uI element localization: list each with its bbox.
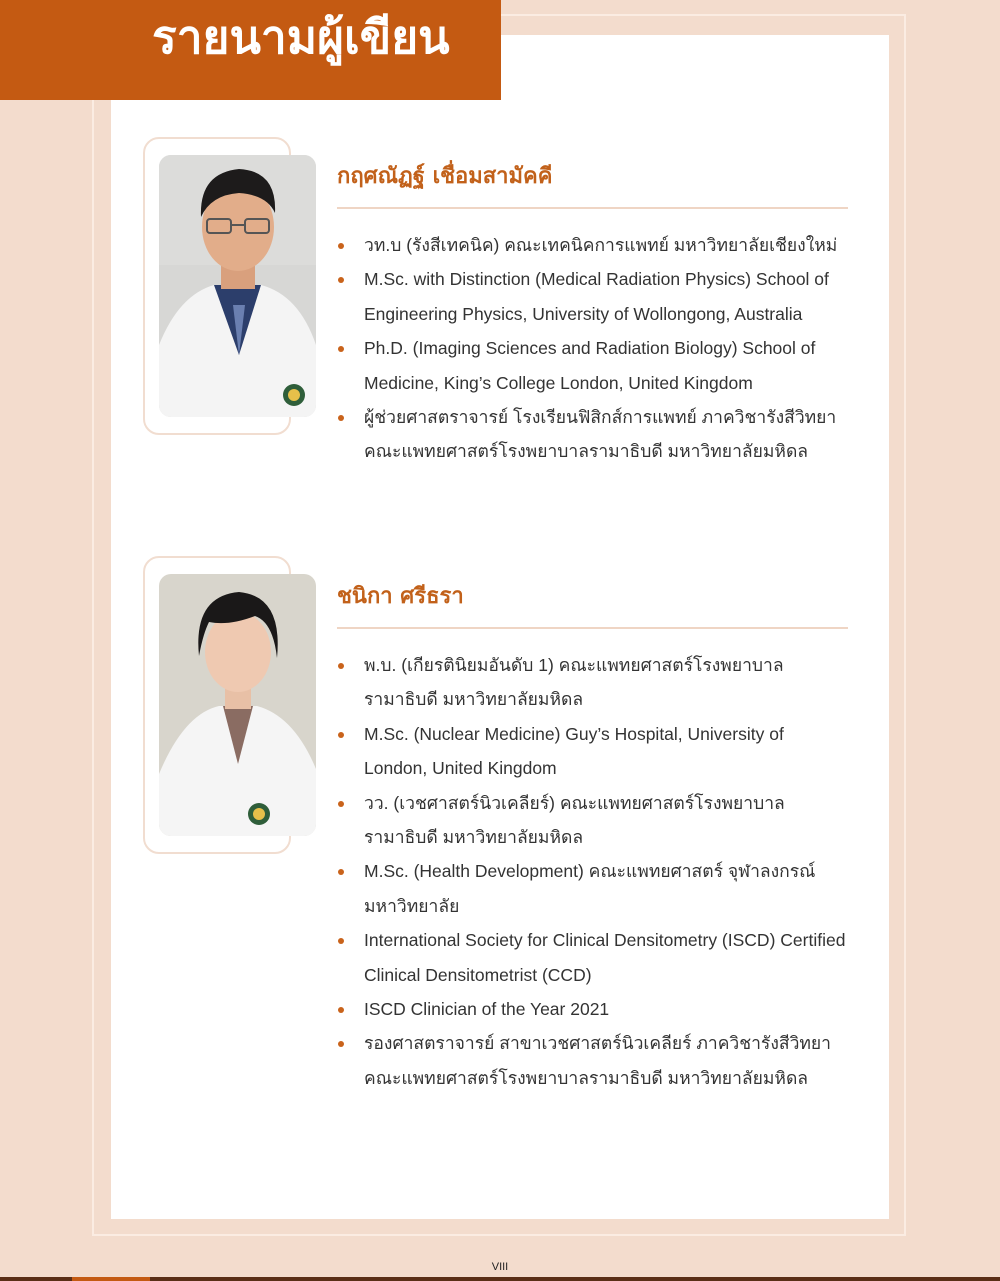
author-name: ชนิกา ศรีธรา [337, 584, 464, 609]
list-item: วว. (เวชศาสตร์นิวเคลียร์) คณะแพทยศาสตร์โรงพยาบาลรามาธิบดี มหาวิทยาลัยมหิดล [337, 786, 849, 855]
list-item: M.Sc. (Health Development) คณะแพทยศาสตร์ จุฬาลงกรณ์ มหาวิทยาลัย [337, 854, 849, 923]
author-photo [159, 155, 316, 417]
page-title: รายนามผู้เขียน [152, 10, 450, 64]
list-item: M.Sc. (Nuclear Medicine) Guy’s Hospital, University of London, United Kingdom [337, 717, 849, 786]
bullet-icon [338, 732, 344, 738]
title-banner [0, 0, 501, 100]
bullet-icon [338, 663, 344, 669]
credentials-list [337, 228, 849, 469]
name-divider [337, 627, 848, 629]
footer-line [0, 1277, 1000, 1281]
author-photo [159, 574, 316, 836]
bullet-icon [338, 1041, 344, 1047]
list-item: พ.บ. (เกียรตินิยมอันดับ 1) คณะแพทยศาสตร์โรงพยาบาลรามาธิบดี มหาวิทยาลัยมหิดล [337, 648, 849, 717]
bullet-icon [338, 869, 344, 875]
bullet-icon [338, 801, 344, 807]
list-item: International Society for Clinical Densitometry (ISCD) Certified Clinical Densitometrist (CCD) [337, 923, 849, 992]
list-item: Ph.D. (Imaging Sciences and Radiation Biology) School of Medicine, King’s College London, United Kingdom [337, 331, 849, 400]
list-item: ผู้ช่วยศาสตราจารย์ โรงเรียนฟิสิกส์การแพทย์ ภาควิชารังสีวิทยา คณะแพทยศาสตร์โรงพยาบาลรามาธิบดี มหาวิทยาลัยมหิดล [337, 400, 849, 469]
bullet-icon [338, 415, 344, 421]
bullet-icon [338, 277, 344, 283]
bullet-icon [338, 938, 344, 944]
list-item: รองศาสตราจารย์ สาขาเวชศาสตร์นิวเคลียร์ ภาควิชารังสีวิทยา คณะแพทยศาสตร์โรงพยาบาลรามาธิบดี มหาวิทยาลัยมหิดล [337, 1026, 849, 1095]
bullet-icon [338, 1007, 344, 1013]
page-number: VIII [491, 1261, 509, 1273]
list-item: ISCD Clinician of the Year 2021 [337, 992, 849, 1026]
bullet-icon [338, 346, 344, 352]
bullet-icon [338, 243, 344, 249]
credentials-list [337, 648, 849, 1095]
footer-accent [72, 1277, 150, 1281]
list-item: M.Sc. with Distinction (Medical Radiation Physics) School of Engineering Physics, University of Wollongong, Australia [337, 262, 849, 331]
author-name: กฤศณัฏฐ์ เชื่อมสามัคคี [337, 164, 553, 189]
list-item: วท.บ (รังสีเทคนิค) คณะเทคนิคการแพทย์ มหาวิทยาลัยเชียงใหม่ [337, 228, 849, 262]
name-divider [337, 207, 848, 209]
